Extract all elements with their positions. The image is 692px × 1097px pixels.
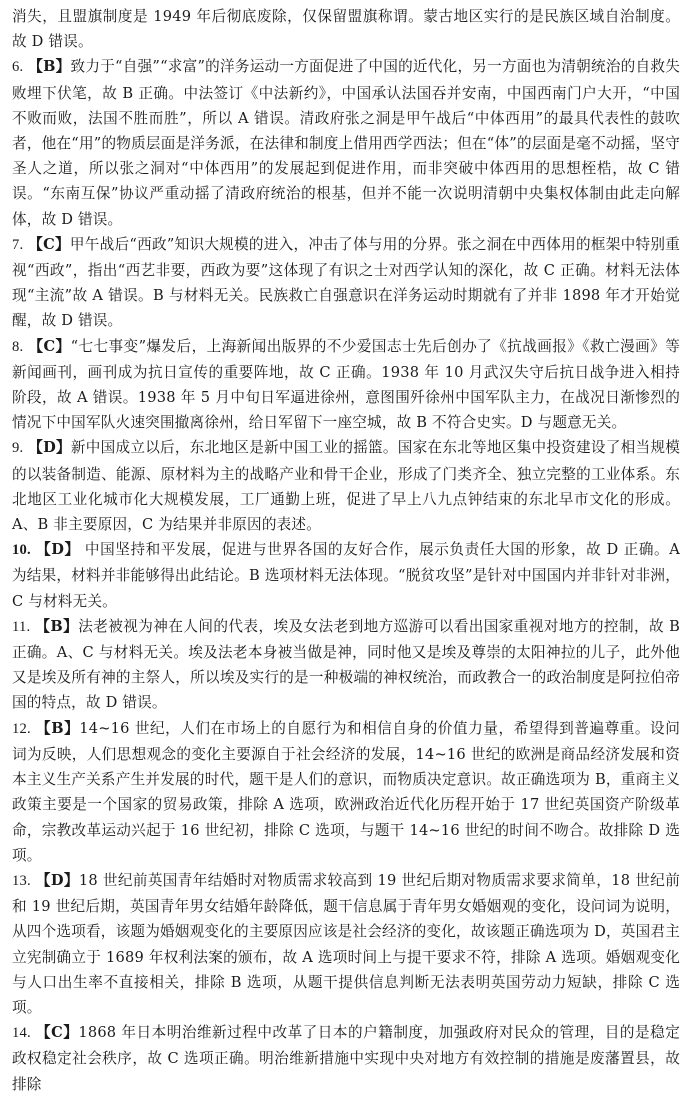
answer-key: 【B】	[36, 719, 80, 737]
question-number: 11.	[12, 618, 31, 635]
paragraph-text: “七七事变”爆发后，上海新闻出版界的不少爱国志士先后创办了《抗战画报》《救亡漫画》等新闻画刊，画刊成为抗日宣传的重要阵地，故 C 正确。1938 年 10 月武汉失守后抗日战争进入相持阶段，故 A 错误。1938 年 5 月中旬日军逼进徐州，意图围歼徐州中国军队主力，在战况日渐惨烈的情况下中国军队火速突围撤离徐州，给日军留下一座空城，故 B 不符合史实。D 与题意无关。	[12, 337, 681, 432]
question-number: 14.	[12, 1025, 31, 1042]
question-9-explanation	[12, 435, 680, 537]
question-number: 7.	[12, 236, 24, 253]
paragraph-text: 1868 年日本明治维新过程中改革了日本的户籍制度，加强政府对民众的管理，目的是稳定政权稳定社会秩序，故 C 选项正确。明治维新措施中实现中央对地方有效控制的措施是废藩置县，故排除	[12, 1024, 681, 1093]
question-number: 12.	[12, 720, 31, 737]
question-number: 6.	[12, 59, 24, 76]
question-11-explanation	[12, 614, 680, 716]
question-13-explanation	[12, 868, 680, 1020]
paragraph-text: 法老被视为神在人间的代表，埃及女法老到地方巡游可以看出国家重视对地方的控制，故 B 正确。A、C 与材料无关。埃及法老本身被当做是神，同时他又是埃及尊崇的太阳神拉的儿子，此外他又是埃及所有神的主祭人，所以埃及实行的是一种极端的神权统治，而政教合一的政治制度是阿拉伯帝国的特点，故 D 错误。	[12, 617, 681, 712]
answer-key: 【C】	[28, 337, 71, 355]
answer-key: 【D】	[28, 439, 71, 457]
question-number: 8.	[12, 338, 24, 355]
paragraph-text: 18 世纪前英国青年结婚时对物质需求较高到 19 世纪后期对物质需求要求简单，18 世纪前和 19 世纪后期，英国青年男女结婚年龄降低，题干信息属于青年男女婚姻观的变化，设问词为说明，从四个选项看，该题为婚姻观变化的主要原因应该是社会经济的变化，故该题正确选项为 D，英国君主立宪制确立于 1689 年权利法案的颁布，故 A 选项时间上与提干要求不符，排除 A 选项。婚姻观变化与人口出生率不直接相关，排除 B 选项，从题干提供信息判断无法表明英国劳动力短缺，排除 C 选项。	[12, 871, 680, 1016]
paragraph-text: 14~16 世纪，人们在市场上的自愿行为和相信自身的价值力量，希望得到普遍尊重。设问词为反映，人们思想观念的变化主要源自于社会经济的发展，14~16 世纪的欧洲是商品经济发展和资本主义生产关系产生并发展的时代，题干是人们的意识，而物质决定意识。故正确选项为 B，重商主义政策主要是一个国家的贸易政策，排除 A 选项，欧洲政治近代化历程开始于 17 世纪英国资产阶级革命，宗教改革运动兴起于 16 世纪初，排除 C 选项，与题干 14~16 世纪的时间不吻合。故排除 D 选项。	[12, 719, 680, 864]
question-10-explanation	[12, 537, 680, 614]
answer-key: 【B】	[35, 617, 79, 635]
paragraph-text: 消失，且盟旗制度是 1949 年后彻底废除，仅保留盟旗称谓。蒙古地区实行的是民族区域自治制度。故 D 错误。	[12, 8, 680, 51]
question-number: 9.	[12, 440, 24, 457]
question-6-explanation	[12, 54, 680, 231]
paragraph-text: 甲午战后“西政”知识大规模的进入，冲击了体与用的分界。张之洞在中西体用的框架中特别重视“西政”，指出“西艺非要，西政为要”这体现了有识之士对西学认知的深化，故 C 正确。材料无法体现“主流”故 A 错误。B 与材料无关。民族救亡自强意识在洋务运动时期就有了并非 1898 年才开始觉醒，故 D 错误。	[12, 235, 680, 330]
question-8-explanation	[12, 334, 680, 436]
paragraph-text: 中国坚持和平发展，促进与世界各国的友好合作，展示负责任大国的形象，故 D 正确。A 为结果，材料并非能够得出此结论。B 选项材料无法体现。“脱贫攻坚”是针对中国国内并非针对非洲，C 与材料无关。	[12, 541, 680, 610]
question-number: 13.	[12, 872, 31, 889]
answer-key: 【C】	[36, 1024, 79, 1042]
answer-key: 【B】	[28, 58, 71, 76]
question-12-explanation	[12, 716, 680, 868]
paragraph-text: 致力于“自强”“求富”的洋务运动一方面促进了中国的近代化，另一方面也为清朝统治的自救失败埋下伏笔，故 B 正确。中法签订《中法新约》，中国承认法国吞并安南，中国西南门户大开，“中国不败而败，法国不胜而胜”，所以 A 错误。清政府张之洞是甲午战后“中体西用”的最具代表性的鼓吹者，他在“用”的物质层面是洋务派，在法律和制度上借用西学西法；但在“体”的层面是毫不动摇，坚守圣人之道，所以张之洞对“中体西用”的发展起到促进作用，而非突破中体西用的思想桎梏，故 C 错误。“东南互保”协议严重动摇了清政府统治的根基，但并不能一次说明清朝中央集权体制由此走向解体，故 D 错误。	[12, 58, 680, 228]
question-number: 10.	[12, 542, 31, 559]
answer-key: 【D】	[36, 541, 80, 559]
paragraph-5-continued	[12, 4, 680, 54]
question-14-explanation	[12, 1020, 680, 1097]
answer-key: 【C】	[28, 235, 70, 253]
paragraph-text: 新中国成立以后，东北地区是新中国工业的摇篮。国家在东北等地区集中投资建设了相当规模的以装备制造、能源、原材料为主的战略产业和骨干企业，形成了门类齐全、独立完整的工业体系。东北地区工业化城市化大规模发展，工厂通勤上班，促进了早上八九点钟结束的东北早市文化的形成。A、B 非主要原因，C 为结果并非原因的表述。	[12, 439, 680, 534]
question-7-explanation	[12, 232, 680, 334]
answer-key: 【D】	[35, 871, 79, 889]
